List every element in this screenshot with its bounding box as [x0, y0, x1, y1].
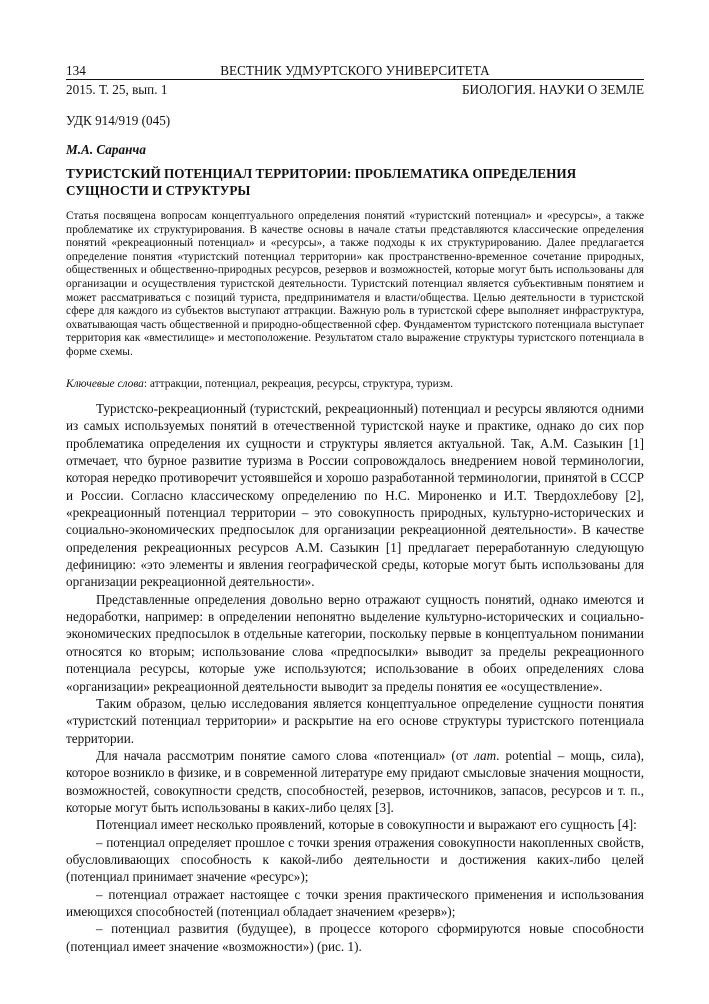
body-paragraph: Потенциал имеет несколько проявлений, которые в совокупности и выражают его сущность [4]:: [96, 817, 637, 833]
body-paragraph: [66, 747, 644, 816]
body-paragraph: Таким образом, целью исследования является концептуальное определение сущности понятия «туристский потенциал территории» и раскрытие на его основе структуры туристского потенциала территории.: [66, 695, 644, 746]
article-title: ТУРИСТСКИЙ ПОТЕНЦИАЛ ТЕРРИТОРИИ: ПРОБЛЕМАТИКА ОПРЕДЕЛЕНИЯ СУЩНОСТИ И СТРУКТУРЫ: [66, 166, 577, 198]
latin-abbrev: лат: [474, 747, 497, 763]
list-item: – потенциал определяет прошлое с точки зрения отражения совокупности накопленных свойств, обусловливающих способность к какой-либо деятельности и достижения каких-либо целей (потенциал принимает значение «ресурс»);: [66, 834, 644, 885]
issue-info: 2015. Т. 25, вып. 1: [66, 82, 168, 97]
running-subheader: [66, 81, 644, 98]
keywords-list: : аттракции, потенциал, рекреация, ресурсы, структура, туризм.: [143, 378, 454, 390]
article-author: М.А. Саранча: [66, 142, 146, 157]
keywords-label: Ключевые слова: [66, 378, 144, 390]
body-text: Для начала рассмотрим понятие самого слова «потенциал» (от: [96, 747, 475, 763]
list-item: – потенциал развития (будущее), в процессе которого сформируются новые способности (потенциал имеет значение «возможности») (рис. 1).: [66, 921, 644, 954]
page-number: 134: [66, 63, 86, 78]
keywords: [66, 377, 644, 391]
body-paragraph: Представленные определения довольно верно отражают сущность понятий, однако имеются и недоработки, например: в определении непонятно выделение культурно-исторических и социально-экономических предпосылок в отдельные категории, поскольку первые в концептуальном понимании относятся ко вторым; использование слова «предпосылки» выводит за пределы рекреационного потенциала ресурсы, которые уже используются; использование в обоих определениях слова «организации» рекреационной деятельности выводит за пределы понятия ее «осуществление».: [66, 591, 644, 694]
article-body: [66, 400, 644, 955]
body-paragraph: Туристско-рекреационный (туристский, рекреационный) потенциал и ресурсы являются одними из самых используемых понятий в отечественной туристской науке и практике, однако до сих пор проблематика определения их сущности и структуры является актуальной. Так, А.М. Сазыкин [1] отмечает, что бурное развитие туризма в России сопровождалось внедрением новой терминологии, которая нередко противоречит устоявшейся и хорошо разработанной терминологии, принятой в СССР и России. Согласно классическому определению по Н.С. Мироненко и И.Т. Твердохлебову [2], «рекреационный потенциал территории – это совокупность природных, культурно-исторических и социально-экономических предпосылок для организации рекреационной деятельности». В качестве определения рекреационных ресурсов А.М. Сазыкин [1] предлагает переработанную следующую дефиницию: «это элементы и явления географической среды, которые могут быть использованы для организации рекреационной деятельности».: [66, 401, 644, 590]
body-text: . potential – мощь, сила), которое возникло в физике, и в современной литературе ему придают смысловые значения мощности, возможностей, совокупности средств, способностей, резервов, источников, запасов, ресурсов и т. п., которые могут быть использованы в каких-либо целях [3].: [66, 747, 644, 815]
list-item: – потенциал отражает настоящее с точки зрения практического применения и использования имеющихся способностей (потенциал обладает значением «резерв»);: [66, 886, 644, 919]
journal-title: ВЕСТНИК УДМУРТСКОГО УНИВЕРСИТЕТА: [220, 63, 490, 78]
udc-code: УДК 914/919 (045): [66, 113, 171, 128]
journal-section: БИОЛОГИЯ. НАУКИ О ЗЕМЛЕ: [461, 82, 644, 97]
article-abstract: Статья посвящена вопросам концептуального определения понятий «туристский потенциал» и «ресурсы», а также проблематике их структурирования. В качестве основы в начале статьи представляются классические определения понятий «рекреационный потенциал» и «ресурсы», а также подходы к их структурированию. Далее предлагается определение понятия «туристский потенциал территории» как пространственно-временное сочетание природных, общественных и общественно-природных ресурсов, резервов и возможностей, которые могут быть использованы для организации и осуществления туристской деятельности. Туристский потенциал является субъективным понятием и может рассматриваться с позиций туриста, предпринимателя и власти/общества. Целью деятельности в туристской сфере для каждого из субъектов выступают аттракции. Важную роль в туристской сфере выполняет инфраструктура, охватывающая часть общественной и природно-общественной сфер. Фундаментом туристского потенциала выступает территория как «вместилище» и местоположение. Результатом стало выражение структуры туристского потенциала в форме схемы.: [66, 210, 644, 358]
running-header: [66, 62, 644, 80]
